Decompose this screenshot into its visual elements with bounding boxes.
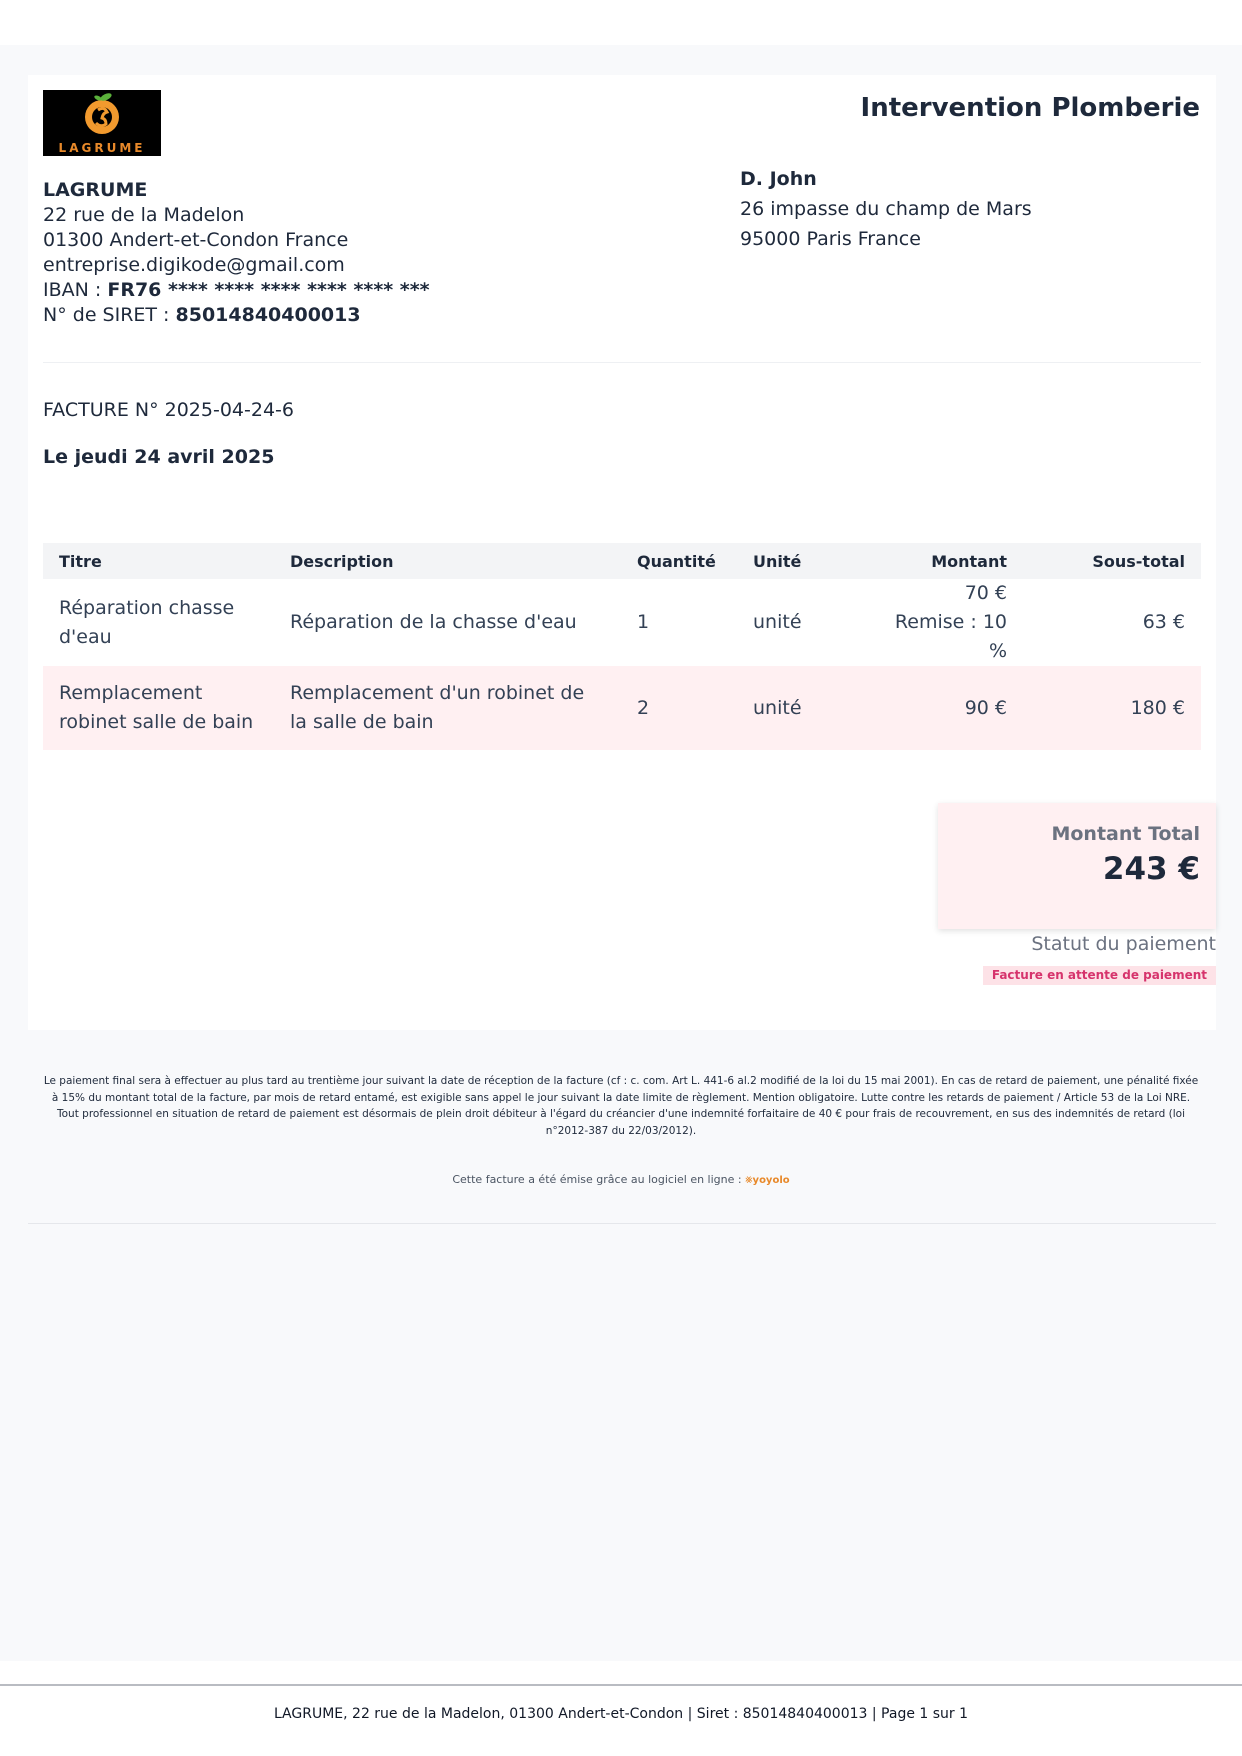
document-title: Intervention Plomberie [860, 93, 1200, 123]
header-title: Titre [43, 543, 274, 579]
row-description: Réparation de la chasse d'eau [274, 579, 621, 666]
invoice-date: Le jeudi 24 avril 2025 [43, 446, 275, 468]
invoice-card [28, 75, 1216, 1030]
recipient-name: D. John [740, 168, 817, 190]
iban-value: FR76 **** **** **** **** **** *** [107, 279, 430, 301]
row-subtotal: 180 € [1023, 666, 1201, 750]
iban-label: IBAN : [43, 279, 108, 301]
sender-city: 01300 Andert-et-Condon France [43, 229, 349, 251]
table-row [43, 666, 1201, 750]
row-title: Remplacement robinet salle de bain [43, 666, 274, 750]
footer-divider [0, 1684, 1242, 1686]
row-unit: unité [737, 666, 863, 750]
row-amount: 90 € [863, 666, 1023, 750]
sender-street: 22 rue de la Madelon [43, 204, 245, 226]
row-amount-cell [863, 579, 1023, 666]
payment-status-badge: Facture en attente de paiement [983, 966, 1216, 985]
row-amount: 70 € [964, 582, 1007, 604]
items-table [43, 543, 1201, 750]
row-quantity: 1 [621, 579, 737, 666]
emitted-by [0, 1172, 1242, 1187]
divider [43, 362, 1201, 363]
table-header-row [43, 543, 1201, 579]
total-value: 243 € [1102, 851, 1200, 887]
row-description: Remplacement d'un robinet de la salle de bain [274, 666, 621, 750]
page-footer: LAGRUME, 22 rue de la Madelon, 01300 Andert-et-Condon | Siret : 85014840400013 | Page 1 sur 1 [273, 1706, 969, 1722]
sender-email: entreprise.digikode@gmail.com [43, 254, 345, 276]
header-amount: Montant [863, 543, 1023, 579]
row-title: Réparation chasse d'eau [43, 579, 274, 666]
sender-block [43, 178, 430, 328]
table-row [43, 579, 1201, 666]
recipient-street: 26 impasse du champ de Mars [740, 198, 1032, 220]
sender-name: LAGRUME [43, 179, 148, 201]
divider [28, 1223, 1216, 1224]
total-box [938, 803, 1216, 929]
total-label: Montant Total [1051, 823, 1200, 845]
row-quantity: 2 [621, 666, 737, 750]
emitted-text: Cette facture a été émise grâce au logiciel en ligne : [452, 1173, 742, 1186]
sender-siret [43, 303, 430, 328]
header-quantity: Quantité [621, 543, 737, 579]
siret-value: 85014840400013 [175, 304, 361, 326]
brand-name: yoyolo [752, 1175, 790, 1186]
company-logo [43, 90, 161, 156]
payment-status-label: Statut du paiement [1031, 933, 1216, 955]
siret-label: N° de SIRET : [43, 304, 176, 326]
row-unit: unité [737, 579, 863, 666]
recipient-block [740, 164, 1032, 254]
row-discount: Remise : 10 % [894, 611, 1007, 662]
legal-notice: Le paiement final sera à effectuer au plus tard au trentième jour suivant la date de réception de la facture (cf : c. com. Art L. 441-6 al.2 modifié de la loi du 15 mai 2001). En cas de retard de paiement, une pénalité fixée à 15% du montant total de la facture, par mois de retard entamé, est exigible sans appel le jour suivant la date limite de règlement. Mention obligatoire. Lutte contre les retards de paiement / Article 53 de la Loi NRE. Tout professionnel en situation de retard de paiement est désormais de plein droit débiteur à l'égard du créancier d'une indemnité forfaitaire de 40 € pour frais de recouvrement, en sus des indemnités de retard (loi n°2012-387 du 22/03/2012). [43, 1075, 1199, 1137]
logo-text: LAGRUME [58, 141, 146, 155]
sender-iban [43, 278, 430, 303]
yoyolo-logo-icon: ⨳ [745, 1172, 753, 1186]
header-description: Description [274, 543, 621, 579]
row-subtotal: 63 € [1023, 579, 1201, 666]
header-unit: Unité [737, 543, 863, 579]
recipient-city: 95000 Paris France [740, 228, 921, 250]
header-subtotal: Sous-total [1023, 543, 1201, 579]
invoice-number: FACTURE N° 2025-04-24-6 [43, 399, 294, 421]
